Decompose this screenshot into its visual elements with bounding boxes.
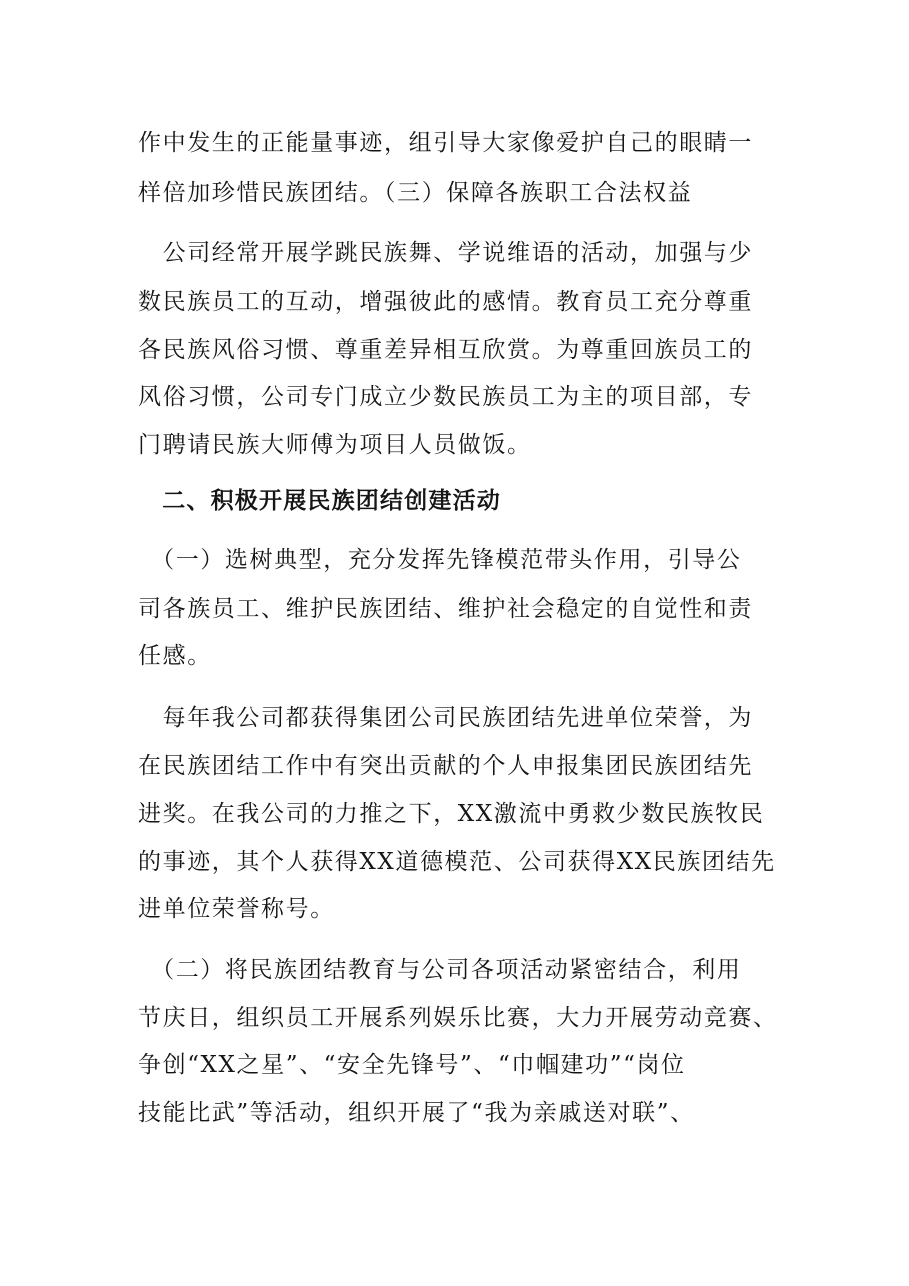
paragraph-line: 任感。 — [138, 643, 212, 669]
section-heading: 二、积极开展民族团结创建活动 — [138, 488, 501, 514]
paragraph-line: （一）选树典型，充分发挥先锋模范带头作用，引导公 — [138, 547, 742, 573]
paragraph-line: 节庆日，组织员工开展系列娱乐比赛，大力开展劳动竞赛、 — [138, 1005, 778, 1031]
paragraph-line: 技能比武”等活动，组织开展了“我为亲戚送对联”、 — [138, 1100, 695, 1126]
paragraph-line: 在民族团结工作中有突出贡献的个人申报集团民族团结先 — [138, 753, 753, 779]
paragraph-line: 司各族员工、维护民族团结、维护社会稳定的自觉性和责 — [138, 596, 753, 622]
paragraph-line: 的事迹，其个人获得XX道德模范、公司获得XX民族团结先 — [138, 849, 776, 875]
paragraph-line: 作中发生的正能量事迹，组引导大家像爱护自己的眼睛一 — [138, 130, 753, 156]
paragraph-line: 数民族员工的互动，增强彼此的感情。教育员工充分尊重 — [138, 289, 753, 315]
paragraph-line: 门聘请民族大师傅为项目人员做饭。 — [138, 432, 532, 458]
paragraph-line: 各民族风俗习惯、尊重差异相互欣赏。为尊重回族员工的 — [138, 337, 753, 363]
paragraph-line: （二）将民族团结教育与公司各项活动紧密结合，利用 — [138, 957, 742, 983]
paragraph-line: 样倍加珍惜民族团结。（三）保障各族职工合法权益 — [138, 180, 693, 206]
paragraph-line: 争创“XX之星”、“安全先锋号”、“巾帼建功”“岗位 — [138, 1052, 686, 1078]
paragraph-line: 每年我公司都获得集团公司民族团结先进单位荣誉，为 — [138, 705, 753, 731]
paragraph-line: 进单位荣誉称号。 — [138, 896, 335, 922]
paragraph-line: 公司经常开展学跳民族舞、学说维语的活动，加强与少 — [138, 240, 753, 266]
paragraph-line: 进奖。在我公司的力推之下，XX激流中勇救少数民族牧民 — [138, 801, 765, 827]
paragraph-line: 风俗习惯，公司专门成立少数民族员工为主的项目部，专 — [138, 384, 753, 410]
